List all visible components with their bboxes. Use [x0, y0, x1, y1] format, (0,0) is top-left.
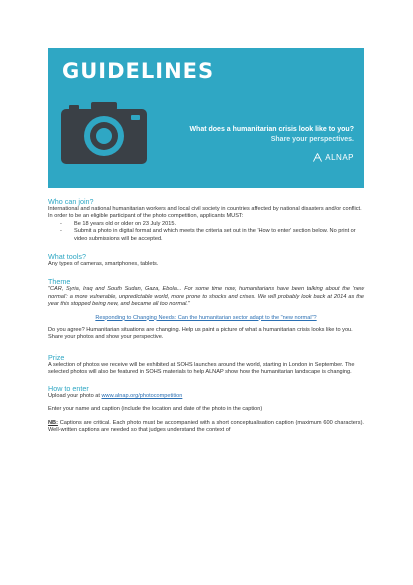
alnap-logo-text: ALNAP	[325, 153, 354, 162]
banner-title: GUIDELINES	[62, 59, 215, 83]
theme-paragraph: Do you agree? Humanitarian situations are changing. Help us paint a picture of what a humanitarian crisis looks like to you. Share your photos and show your perspective.	[48, 327, 353, 341]
enter-heading: How to enter	[48, 383, 89, 393]
who-paragraph-1: International and national humanitarian workers and local civil society in countries affected by national disasters and/or conflict.	[48, 206, 362, 212]
theme-heading: Theme	[48, 277, 71, 287]
who-bullet-2-text: Submit a photo in digital format and which meets the criteria set out in the 'How to enter' section below. No print or video submissions will be accepted.	[74, 228, 356, 242]
prize-paragraph: A selection of photos we receive will be exhibited at SOHS launches around the world, starting in London in September. The selected photos will also be featured in SOHS materials to help ALNAP show how the humanitarian landscape is changing.	[48, 361, 355, 376]
guidelines-banner	[48, 48, 364, 188]
tools-paragraph: Any types of cameras, smartphones, tablets.	[48, 261, 159, 268]
theme-quote: "CAR, Syria, Iraq and South Sudan, Gaza, Ebola... For some time now, humanitarians have been talking about the 'new normal': a more vulnerable, unpredictable world, more prone to shocks and crises. We will probably look back at 2014 as the year this stopped being new, and became all too normal."	[48, 286, 364, 308]
who-paragraph-2: In order to be an eligible participant of the photo competition, applicants MUST:	[48, 213, 244, 220]
guidelines-content	[48, 197, 364, 434]
bullet-dash: -	[60, 228, 62, 235]
banner-question: What does a humanitarian crisis look like to you?	[189, 126, 354, 133]
who-bullet-1-text: Be 18 years old or older on 23 July 2015.	[74, 220, 176, 227]
camera-icon	[61, 100, 147, 166]
enter-caption-instruction: Enter your name and caption (include the location and date of the photo in the caption)	[48, 406, 263, 413]
bullet-dash: -	[60, 220, 62, 227]
who-bullet-2	[48, 228, 364, 243]
enter-nb-paragraph	[48, 420, 364, 435]
theme-report-link[interactable]: Responding to Changing Needs: Can the humanitarian sector adapt to the "new normal"?	[95, 314, 317, 321]
nb-text: Captions are critical. Each photo must be accompanied with a short conceptualisation caption (maximum 600 characters). Well-written captions are needed so that judges understand the context of	[48, 419, 364, 433]
alnap-logo-icon	[313, 153, 322, 162]
prize-heading: Prize	[48, 352, 65, 362]
who-heading: Who can join?	[48, 197, 94, 206]
who-bullet-1	[48, 221, 364, 228]
nb-label: NB:	[48, 419, 58, 426]
alnap-logo	[313, 153, 354, 162]
enter-upload-line	[48, 393, 364, 400]
enter-upload-prefix: Upload your photo at	[48, 392, 102, 399]
banner-subline: Share your perspectives.	[270, 136, 354, 143]
photo-competition-link[interactable]: www.alnap.org/photocompetition	[101, 392, 183, 399]
tools-heading: What tools?	[48, 252, 86, 262]
